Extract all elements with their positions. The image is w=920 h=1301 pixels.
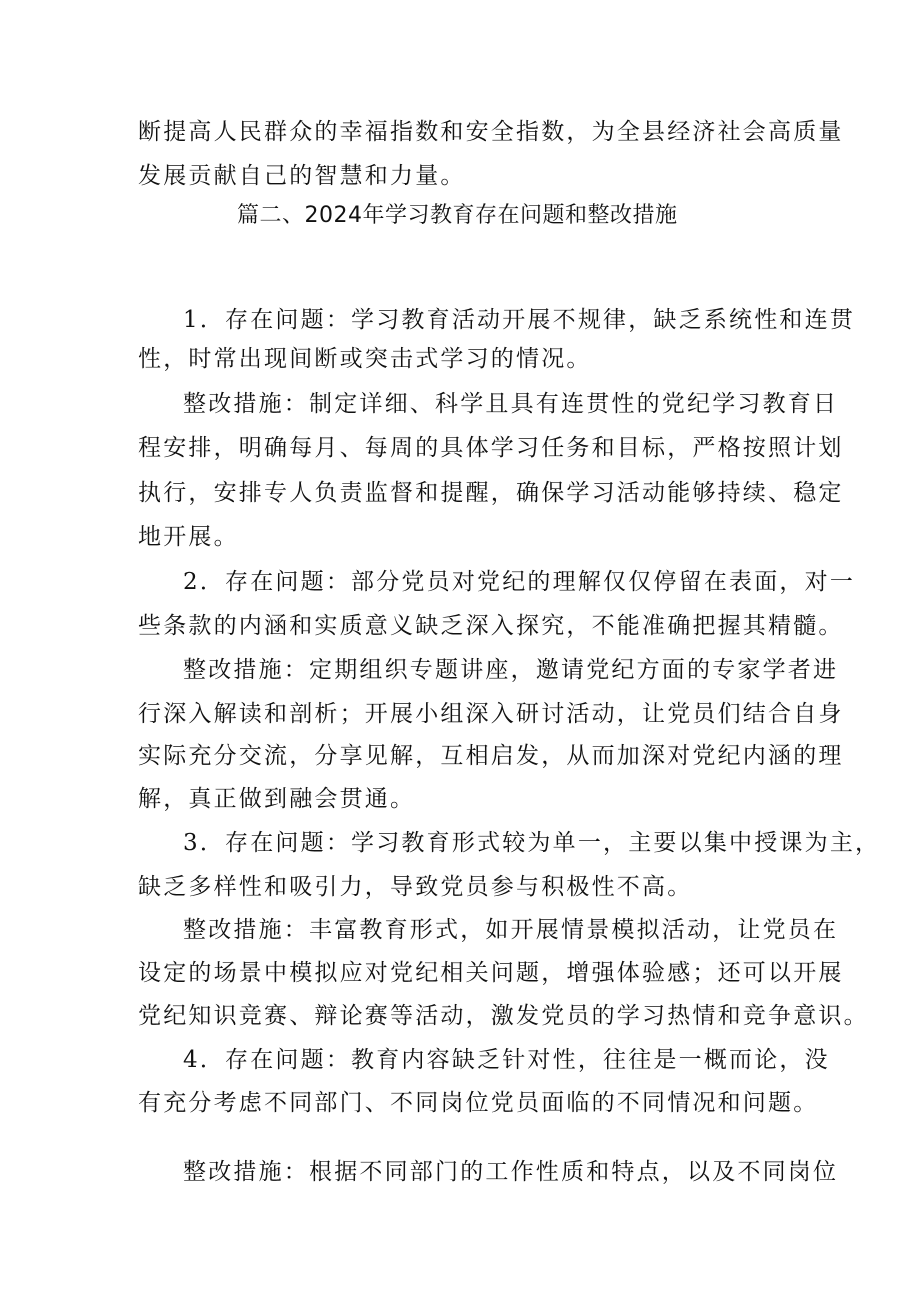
paragraph-line: 3．存在问题：学习教育形式较为单一，主要以集中授课为主， [183, 830, 881, 856]
paragraph-line: 党纪知识竞赛、辩论赛等活动，激发党员的学习热情和竞争意识。 [138, 1003, 869, 1029]
paragraph-line: 解，真正做到融会贯通。 [138, 786, 416, 812]
paragraph-line: 些条款的内涵和实质意义缺乏深入探究，不能准确把握其精髓。 [138, 613, 844, 639]
paragraph-line: 行深入解读和剖析；开展小组深入研讨活动，让党员们结合自身 [138, 701, 844, 727]
paragraph-line: 实际充分交流，分享见解，互相启发，从而加深对党纪内涵的理 [138, 743, 844, 769]
paragraph-line: 整改措施：定期组织专题讲座，邀请党纪方面的专家学者进 [183, 657, 839, 683]
paragraph-line: 地开展。 [138, 524, 239, 550]
paragraph-line: 整改措施：根据不同部门的工作性质和特点，以及不同岗位 [183, 1159, 839, 1185]
paragraph-line: 2．存在问题：部分党员对党纪的理解仅仅停留在表面，对一 [183, 569, 856, 595]
paragraph-line: 性，时常出现间断或突击式学习的情况。 [138, 346, 592, 372]
intro-line-1: 断提高人民群众的幸福指数和安全指数，为全县经济社会高质量 [138, 119, 844, 145]
paragraph-line: 执行，安排专人负责监督和提醒，确保学习活动能够持续、稳定 [138, 480, 844, 506]
paragraph-line: 设定的场景中模拟应对党纪相关问题，增强体验感；还可以开展 [138, 960, 844, 986]
paragraph-line: 有充分考虑不同部门、不同岗位党员面临的不同情况和问题。 [138, 1090, 819, 1116]
paragraph-line: 整改措施：丰富教育形式，如开展情景模拟活动，让党员在 [183, 917, 839, 943]
paragraph-line: 整改措施：制定详细、科学且具有连贯性的党纪学习教育日 [183, 391, 839, 417]
intro-line-2: 发展贡献自己的智慧和力量。 [138, 163, 466, 189]
paragraph-line: 缺乏多样性和吸引力，导致党员参与积极性不高。 [138, 874, 693, 900]
section-title: 篇二、2024年学习教育存在问题和整改措施 [237, 203, 678, 228]
paragraph-line: 1．存在问题：学习教育活动开展不规律，缺乏系统性和连贯 [183, 307, 856, 333]
paragraph-line: 4．存在问题：教育内容缺乏针对性，往往是一概而论，没 [183, 1047, 830, 1073]
paragraph-line: 程安排，明确每月、每周的具体学习任务和目标，严格按照计划 [138, 435, 844, 461]
